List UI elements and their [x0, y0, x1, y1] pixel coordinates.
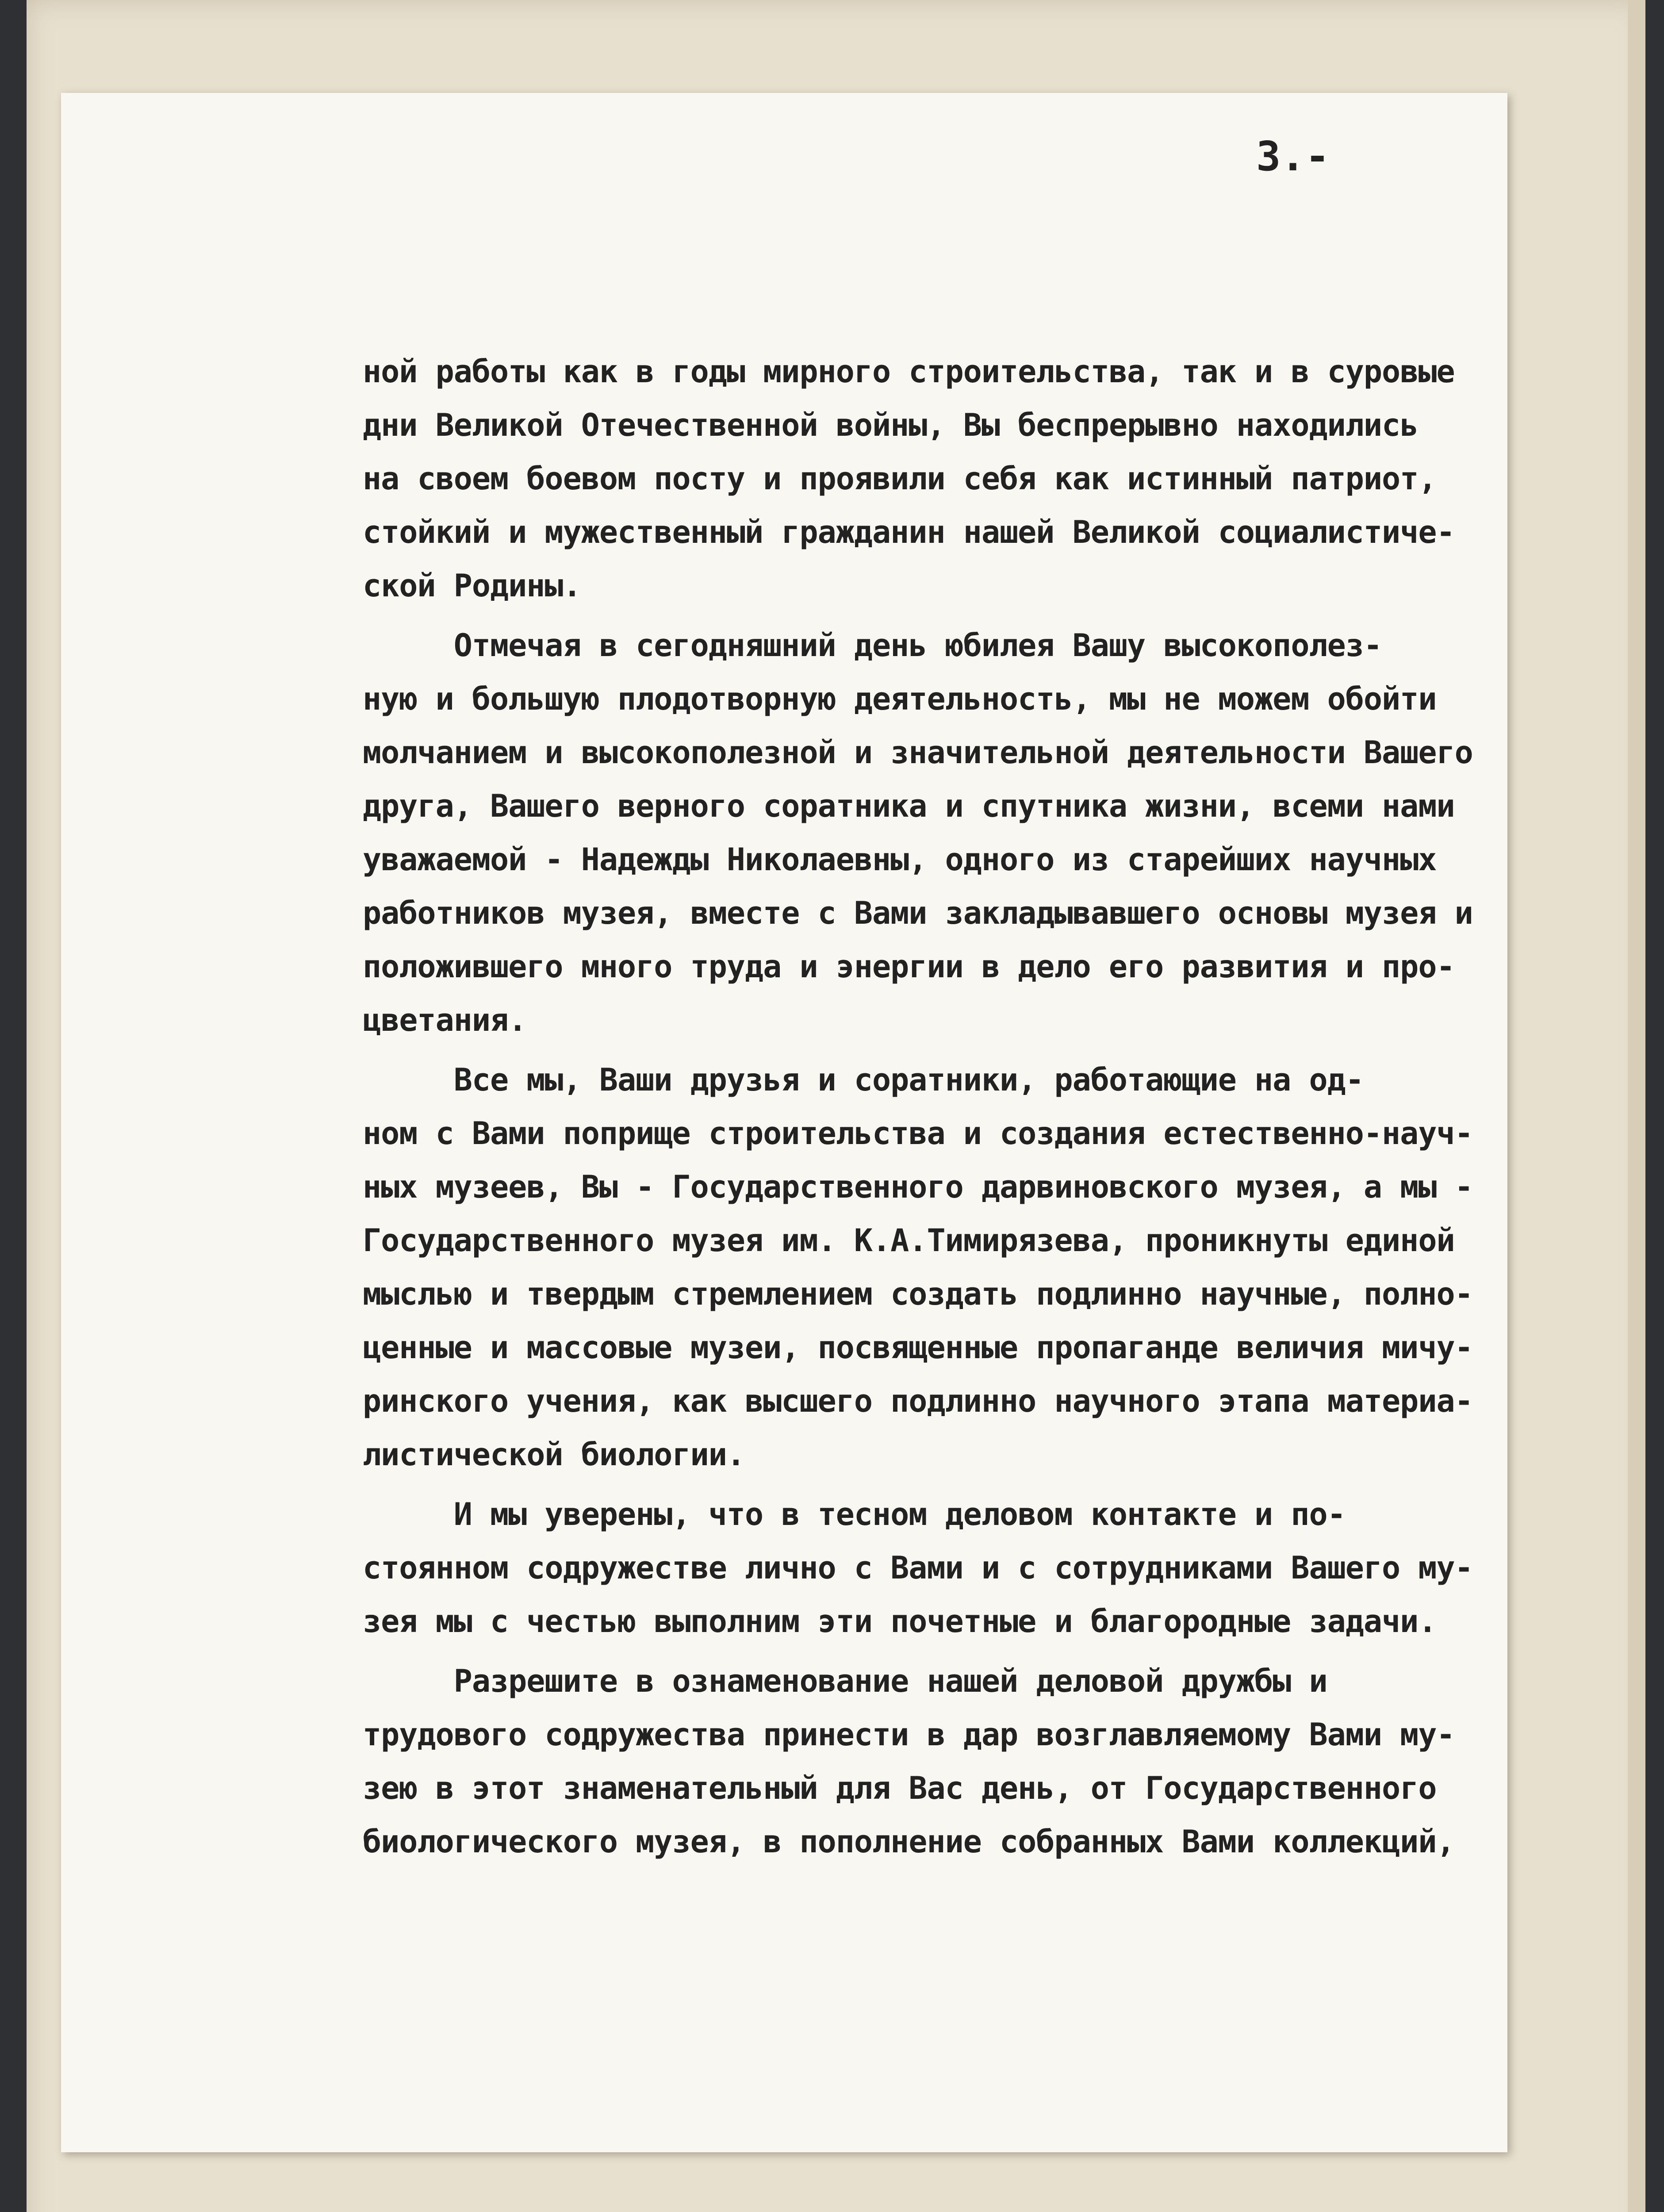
text-line: зею в этот знаменательный для Вас день, от Государственного: [363, 1770, 1437, 1806]
text-line: работников музея, вместе с Вами закладывавшего основы музея и: [363, 895, 1473, 931]
text-line: И мы уверены, что в тесном деловом контакте и по-: [363, 1496, 1346, 1532]
text-line: ринского учения, как высшего подлинно научного этапа материа-: [363, 1383, 1473, 1419]
paragraph: [363, 1488, 1486, 1648]
text-line: листической биологии.: [363, 1436, 745, 1473]
text-line: зея мы с честью выполним эти почетные и благородные задачи.: [363, 1603, 1437, 1640]
text-line: ной работы как в годы мирного строительства, так и в суровые: [363, 353, 1455, 390]
paragraph-gap: [363, 1482, 1486, 1488]
paragraph: [363, 1053, 1486, 1482]
text-line: положившего много труда и энергии в дело его развития и про-: [363, 949, 1455, 985]
text-line: мыслью и твердым стремлением создать подлинно научные, полно-: [363, 1276, 1473, 1312]
paragraph: [363, 1655, 1486, 1869]
text-line: на своем боевом посту и проявили себя как истинный патриот,: [363, 461, 1437, 497]
text-line: Разрешите в ознаменование нашей деловой дружбы и: [363, 1663, 1327, 1699]
page-number: 3.-: [1256, 133, 1330, 180]
text-line: уважаемой - Надежды Николаевны, одного из старейших научных: [363, 841, 1437, 878]
text-line: Государственного музея им. К.А.Тимирязева, проникнуты единой: [363, 1222, 1455, 1259]
text-line: ской Родины.: [363, 568, 581, 604]
text-line: ных музеев, Вы - Государственного дарвиновского музея, а мы -: [363, 1169, 1473, 1205]
paragraph-gap: [363, 1047, 1486, 1053]
text-line: дни Великой Отечественной войны, Вы беспрерывно находились: [363, 407, 1419, 443]
paragraph: [363, 345, 1486, 613]
text-line: Отмечая в сегодняшний день юбилея Вашу высокополез-: [363, 627, 1382, 664]
paragraph-gap: [363, 1648, 1486, 1655]
text-line: ценные и массовые музеи, посвященные пропаганде величия мичу-: [363, 1329, 1473, 1366]
letter-body: [363, 345, 1486, 1869]
text-line: молчанием и высокополезной и значительной деятельности Вашего: [363, 734, 1473, 771]
text-line: ном с Вами поприще строительства и создания естественно-науч-: [363, 1115, 1473, 1152]
text-line: трудового содружества принести в дар возглавляемому Вами му-: [363, 1717, 1455, 1753]
paragraph: [363, 619, 1486, 1047]
backing-board-edge: [1628, 0, 1645, 2212]
text-line: Все мы, Ваши друзья и соратники, работающие на од-: [363, 1062, 1364, 1098]
text-line: стойкий и мужественный гражданин нашей Великой социалистиче-: [363, 514, 1455, 550]
paragraph-gap: [363, 613, 1486, 619]
text-line: стоянном содружестве лично с Вами и с сотрудниками Вашего му-: [363, 1550, 1473, 1586]
text-line: биологического музея, в пополнение собранных Вами коллекций,: [363, 1824, 1455, 1860]
text-line: цветания.: [363, 1002, 527, 1038]
text-line: друга, Вашего верного соратника и спутника жизни, всеми нами: [363, 788, 1455, 824]
text-line: ную и большую плодотворную деятельность, мы не можем обойти: [363, 681, 1437, 717]
